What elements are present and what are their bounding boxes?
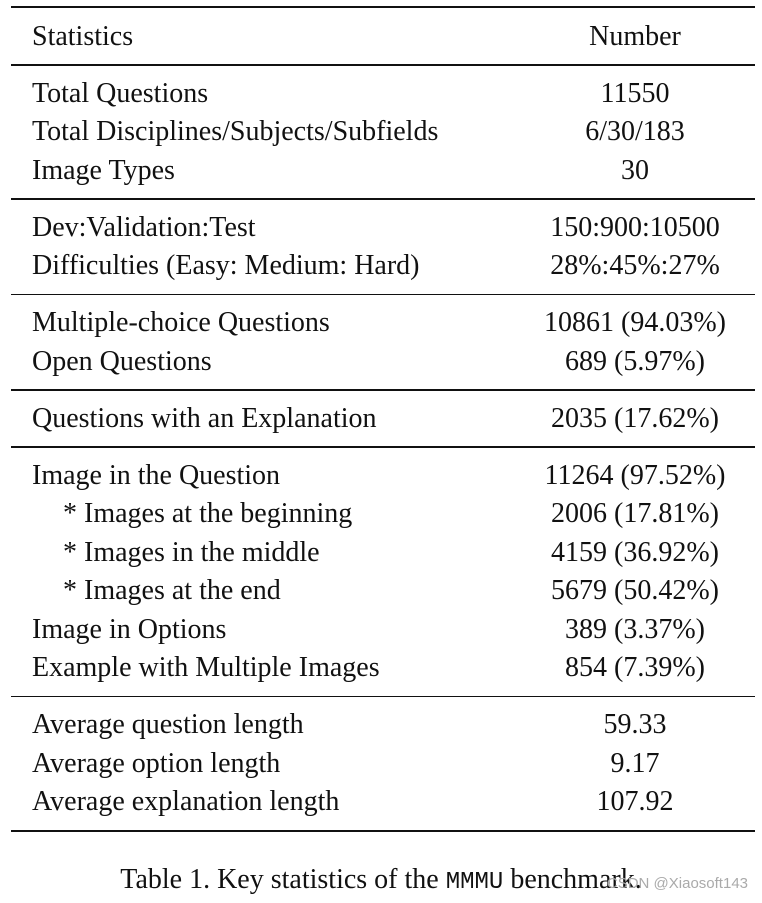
row-label: Multiple-choice Questions — [32, 307, 330, 338]
row-value: 4159 (36.92%) — [551, 536, 719, 568]
row-value: 5679 (50.42%) — [551, 575, 719, 606]
group-images — [11, 448, 755, 696]
table-row — [11, 697, 755, 745]
group-lengths — [11, 697, 755, 830]
row-label: Questions with an Explanation — [32, 402, 377, 434]
table-row — [11, 611, 755, 650]
row-label: Image in the Question — [32, 459, 281, 491]
row-label: Image Types — [32, 154, 175, 186]
row-value: 6/30/183 — [585, 116, 685, 147]
caption-suffix: benchmark. — [503, 864, 642, 895]
row-value: 854 (7.39%) — [565, 652, 705, 683]
table-row — [11, 783, 755, 830]
table-row — [11, 113, 755, 152]
row-value: 2035 (17.62%) — [551, 402, 719, 434]
row-label: * Images in the middle — [63, 536, 320, 568]
row-value: 11550 — [600, 77, 670, 109]
caption-prefix: Table 1. Key statistics of the — [120, 864, 446, 895]
row-value: 30 — [621, 154, 649, 186]
group-totals — [11, 66, 755, 199]
header-statistics: Statistics — [32, 21, 134, 52]
row-label: Total Questions — [32, 77, 209, 109]
row-value: 11264 (97.52%) — [544, 459, 726, 491]
table-row — [11, 745, 755, 784]
header-number: Number — [589, 21, 681, 52]
table-row — [11, 200, 755, 248]
row-value: 150:900:10500 — [550, 211, 720, 243]
row-value: 28%:45%:27% — [550, 250, 720, 281]
group-question-format — [11, 295, 755, 389]
caption-benchmark-name: MMMU — [445, 869, 504, 896]
group-explanation — [11, 391, 755, 447]
watermark: CSDN @Xiaosoft143 — [606, 875, 748, 892]
row-label: * Images at the end — [63, 575, 281, 606]
row-label: Average question length — [32, 709, 304, 740]
row-label: Open Questions — [32, 345, 212, 377]
table-row — [11, 66, 755, 114]
row-value: 107.92 — [596, 786, 674, 817]
table-row — [11, 572, 755, 611]
table-row — [11, 343, 755, 390]
row-value: 59.33 — [603, 709, 667, 740]
table-row — [11, 649, 755, 696]
table-row — [11, 295, 755, 343]
row-label: Average option length — [32, 747, 281, 779]
row-label: Difficulties (Easy: Medium: Hard) — [32, 250, 420, 281]
table-row — [11, 534, 755, 573]
row-value: 689 (5.97%) — [565, 345, 705, 377]
header-table — [11, 8, 755, 64]
table-row — [11, 391, 755, 447]
table-row — [11, 247, 755, 294]
bottom-rule — [11, 830, 755, 832]
table-row — [11, 152, 755, 199]
row-label: Average explanation length — [32, 786, 340, 817]
row-label: Total Disciplines/Subjects/Subfields — [32, 116, 439, 147]
row-label: * Images at the beginning — [63, 498, 353, 529]
table-row — [11, 448, 755, 496]
table-row — [11, 495, 755, 534]
header-row — [11, 8, 755, 64]
row-label: Dev:Validation:Test — [32, 211, 256, 243]
group-splits — [11, 200, 755, 294]
row-value: 10861 (94.03%) — [544, 307, 726, 338]
statistics-table — [11, 6, 755, 832]
row-value: 389 (3.37%) — [565, 613, 705, 645]
row-label: Example with Multiple Images — [32, 652, 380, 683]
row-label: Image in Options — [32, 613, 227, 645]
row-value: 9.17 — [610, 747, 660, 779]
row-value: 2006 (17.81%) — [551, 498, 719, 529]
